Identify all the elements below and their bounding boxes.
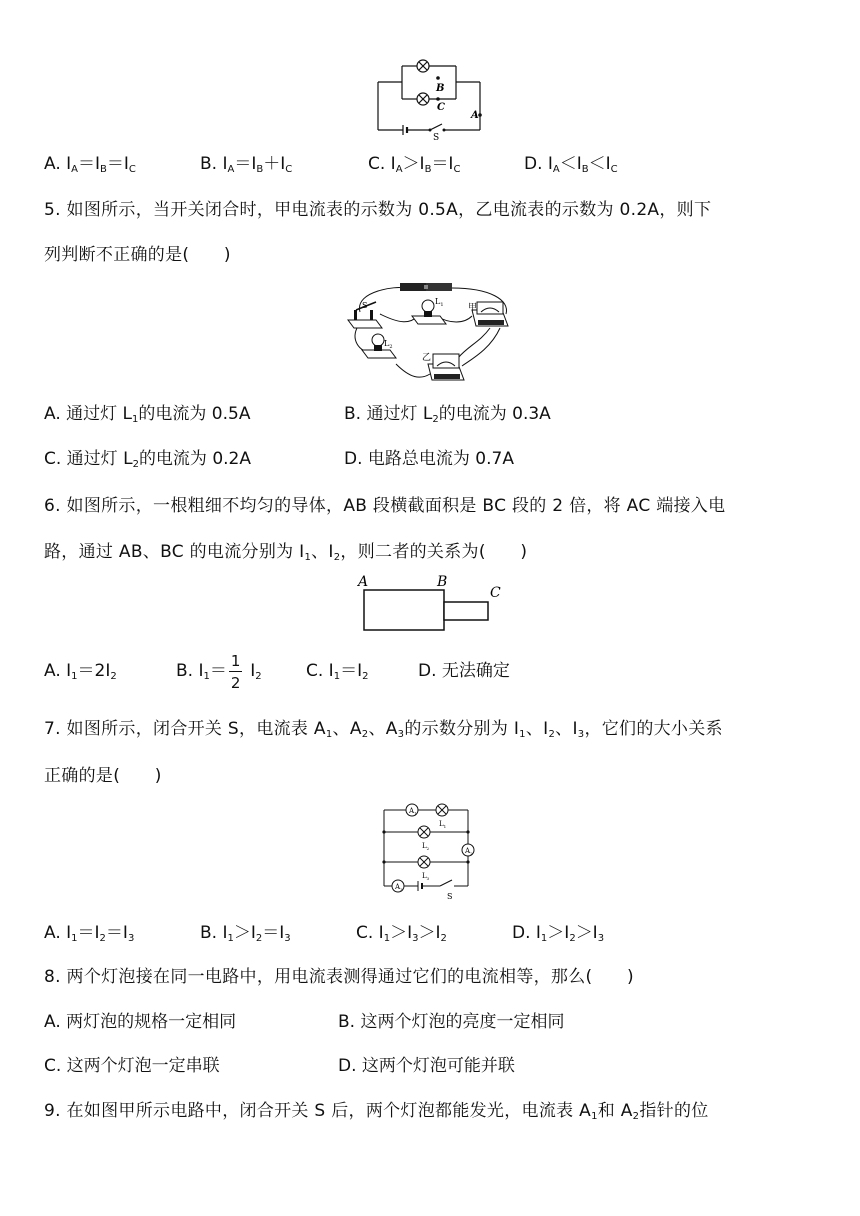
q6-option-a[interactable]: A. $I_1=2I_2$ — [44, 661, 117, 682]
q8-option-a[interactable]: A. 两灯泡的规格一定相同 — [44, 1012, 237, 1032]
end-label-b: B — [437, 574, 448, 590]
fraction-one-half: $\frac{1}{2}$ — [230, 652, 241, 692]
q4-option-b[interactable]: B. $I_A=I_B+I_C$ — [200, 154, 293, 175]
q6-stem-line2: 路，通过 AB、BC 的电流分别为 $I_1$、$I_2$，则二者的关系为( ) — [44, 542, 528, 563]
q8-option-b[interactable]: B. 这两个灯泡的亮度一定相同 — [338, 1012, 565, 1032]
node-label-b: B — [436, 83, 445, 94]
end-label-c: C — [490, 585, 501, 601]
ammeter-label-a1: $A_1$ — [409, 807, 417, 816]
q6-option-c[interactable]: C. $I_1=I_2$ — [306, 661, 369, 682]
ammeter-label-a2: $A_2$ — [465, 847, 473, 856]
q5-stem-line1: 5. 如图所示，当开关闭合时，甲电流表的示数为 0.5A，乙电流表的示数为 0.2A，则下 — [44, 200, 712, 220]
q7-stem-line2: 正确的是( ) — [44, 766, 162, 786]
q5-option-d[interactable]: D. 电路总电流为 0.7A — [344, 449, 514, 469]
conductor-figure-q6 — [350, 572, 510, 636]
q6-option-d[interactable]: D. 无法确定 — [418, 661, 510, 681]
circuit-figure-q7 — [376, 800, 486, 904]
q8-option-c[interactable]: C. 这两个灯泡一定串联 — [44, 1056, 220, 1076]
switch-label-s: S — [447, 892, 453, 901]
node-label-a: A — [471, 110, 479, 121]
q8-stem: 8. 两个灯泡接在同一电路中，用电流表测得通过它们的电流相等，那么( ) — [44, 967, 634, 987]
lamp-label-l2: $L_2$ — [384, 339, 393, 350]
circuit-figure-q5 — [340, 280, 522, 388]
lamp-label-l3: $L_3$ — [422, 872, 430, 881]
node-label-c: C — [437, 102, 445, 113]
q6-stem-line1: 6. 如图所示，一根粗细不均匀的导体，AB 段横截面积是 BC 段的 2 倍，将 AC 端接入电 — [44, 496, 726, 516]
q7-stem-line1: 7. 如图所示，闭合开关 S，电流表 $A_1$、$A_2$、$A_3$的示数分别为 $I_1$、$I_2$、$I_3$，它们的大小关系 — [44, 719, 723, 740]
lamp-label-l1: $L_1$ — [435, 297, 444, 308]
q7-option-a[interactable]: A. $I_1=I_2=I_3$ — [44, 923, 135, 944]
q7-option-d[interactable]: D. $I_1>I_2>I_3$ — [512, 923, 605, 944]
q6-option-b[interactable]: B. $I_1=$ $\frac{1}{2}$ $I_2$ — [176, 652, 262, 692]
switch-label-s: S — [362, 301, 368, 310]
ammeter-label-jia: 甲 — [468, 303, 478, 313]
q4-option-a[interactable]: A. $I_A=I_B=I_C$ — [44, 154, 136, 175]
end-label-a: A — [358, 574, 369, 590]
switch-label-s: S — [433, 133, 440, 140]
q7-option-b[interactable]: B. $I_1>I_2=I_3$ — [200, 923, 291, 944]
q5-option-c[interactable]: C. 通过灯 $L_2$的电流为 0.2A — [44, 449, 252, 470]
q8-option-d[interactable]: D. 这两个灯泡可能并联 — [338, 1056, 515, 1076]
lamp-label-l2: $L_2$ — [422, 842, 430, 851]
q4-option-d[interactable]: D. $I_A<I_B<I_C$ — [524, 154, 618, 175]
circuit-figure-q4 — [370, 44, 490, 140]
lamp-label-l1: $L_1$ — [439, 820, 447, 829]
q5-stem-line2: 列判断不正确的是( ) — [44, 245, 231, 265]
q5-option-b[interactable]: B. 通过灯 $L_2$的电流为 0.3A — [344, 404, 551, 425]
q9-stem-line1: 9. 在如图甲所示电路中，闭合开关 S 后，两个灯泡都能发光，电流表 $A_1$和 $A_2$指针的位 — [44, 1101, 709, 1122]
q7-option-c[interactable]: C. $I_1>I_3>I_2$ — [356, 923, 447, 944]
ammeter-label-yi: 乙 — [422, 353, 432, 363]
q4-option-c[interactable]: C. $I_A>I_B=I_C$ — [368, 154, 461, 175]
ammeter-label-a3: $A_3$ — [395, 883, 403, 892]
q5-option-a[interactable]: A. 通过灯 $L_1$的电流为 0.5A — [44, 404, 251, 425]
